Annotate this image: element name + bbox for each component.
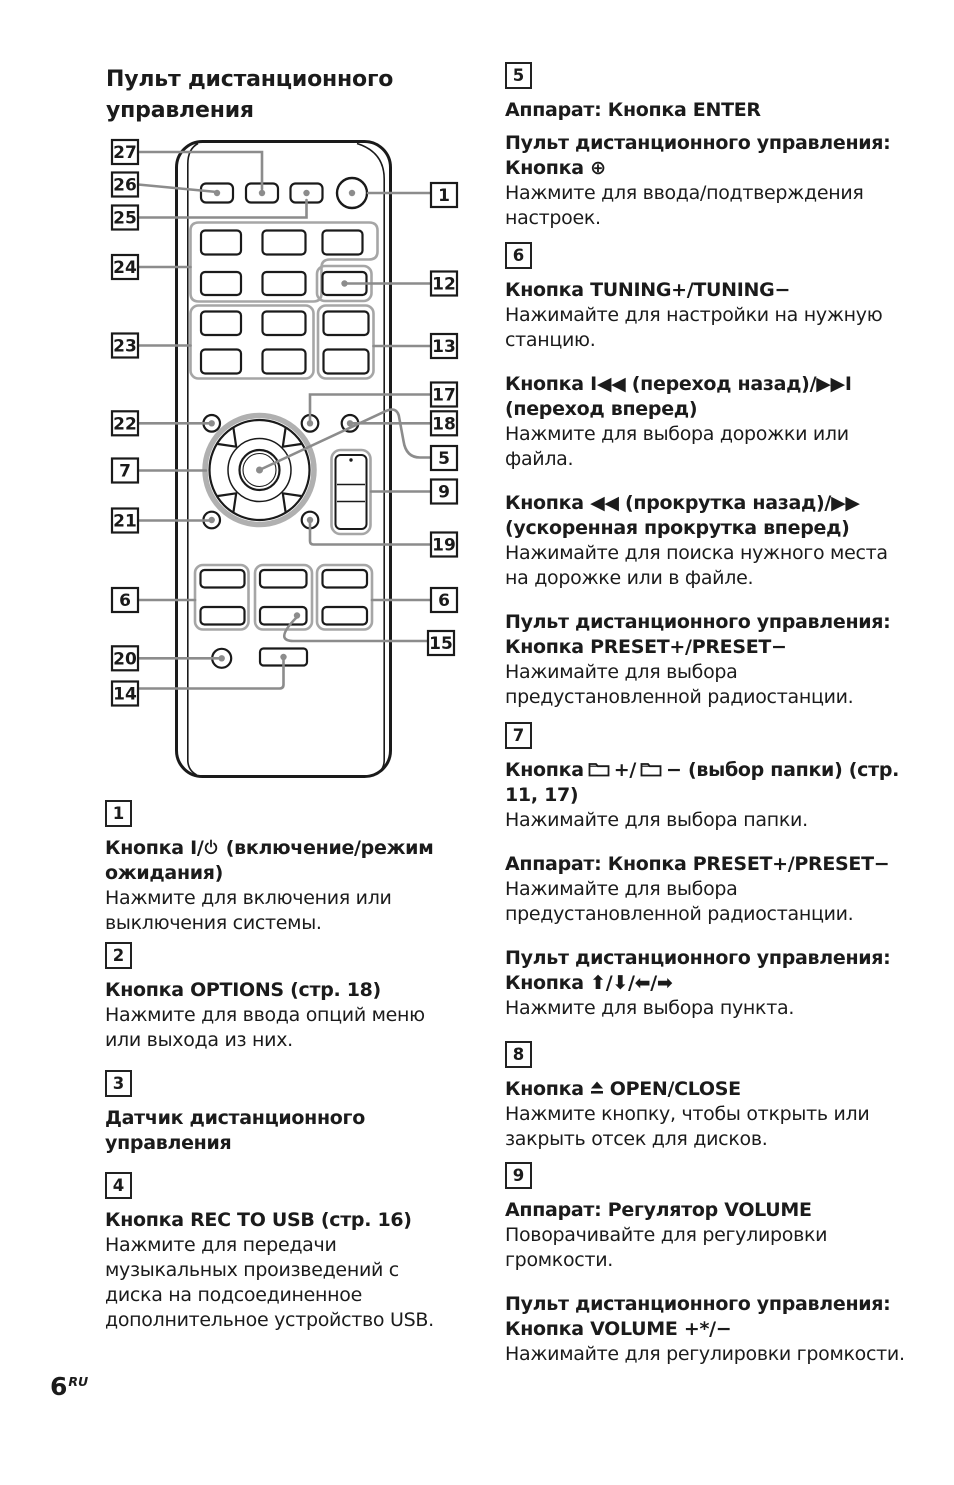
callout-13 bbox=[431, 334, 457, 358]
svg-text:5: 5 bbox=[438, 449, 450, 469]
item-7-number: 7 bbox=[505, 722, 532, 749]
item-6-body-skip: Нажмите для выбора дорожки или файла. bbox=[505, 423, 849, 470]
svg-text:15: 15 bbox=[429, 634, 453, 654]
item-6-heading-scan: Кнопка ◀◀ (прокрутка назад)/▶▶ (ускоренная прокрутка вперед) bbox=[505, 492, 860, 539]
svg-text:7: 7 bbox=[119, 461, 131, 482]
item-6-heading-tuning: Кнопка TUNING+/TUNING− bbox=[505, 279, 791, 301]
item-9-number: 9 bbox=[505, 1162, 532, 1189]
item-3 bbox=[105, 1070, 443, 1156]
callout-25 bbox=[112, 206, 138, 230]
page-number: 6 bbox=[50, 1372, 68, 1401]
item-5-number: 5 bbox=[505, 62, 532, 89]
item-2-body: Нажмите для ввода опций меню или выхода из них. bbox=[105, 1004, 425, 1051]
item-6-scan-block bbox=[505, 491, 907, 591]
callout-19 bbox=[431, 533, 457, 557]
item-7-heading-unit: Аппарат: Кнопка PRESET+/PRESET− bbox=[505, 853, 890, 875]
item-6 bbox=[505, 242, 907, 710]
item-8-body: Нажмите кнопку, чтобы открыть или закрыть отсек для дисков. bbox=[505, 1103, 870, 1150]
item-7 bbox=[505, 722, 907, 1021]
svg-text:21: 21 bbox=[113, 511, 137, 532]
item-8-heading: Кнопка OPEN/CLOSE bbox=[505, 1078, 741, 1100]
item-3-number: 3 bbox=[105, 1070, 132, 1097]
item-6-heading-skip: Кнопка I◀◀ (переход назад)/▶▶I (переход вперед) bbox=[505, 373, 852, 420]
eject-icon bbox=[589, 1080, 605, 1096]
svg-text:14: 14 bbox=[113, 684, 137, 705]
item-9-heading-unit: Аппарат: Регулятор VOLUME bbox=[505, 1199, 812, 1221]
item-7-unit-block bbox=[505, 852, 907, 927]
svg-text:27: 27 bbox=[113, 143, 137, 163]
callout-23 bbox=[112, 334, 138, 358]
item-8-number: 8 bbox=[505, 1041, 532, 1068]
callout-1 bbox=[431, 183, 457, 207]
page-title: Пульт дистанционного управления bbox=[106, 67, 394, 123]
item-6-body-scan: Нажимайте для поиска нужного места на дорожке или в файле. bbox=[505, 542, 888, 589]
item-5-remote-block bbox=[505, 131, 907, 231]
callout-26 bbox=[112, 173, 138, 197]
item-3-heading: Датчик дистанционного управления bbox=[105, 1107, 365, 1154]
svg-text:18: 18 bbox=[432, 414, 456, 435]
item-6-heading-preset: Пульт дистанционного управления: Кнопка PRESET+/PRESET− bbox=[505, 611, 891, 658]
remote-control-diagram bbox=[100, 130, 470, 790]
callout-12 bbox=[431, 272, 457, 296]
svg-text:22: 22 bbox=[113, 414, 137, 435]
page-footer bbox=[50, 1372, 88, 1401]
callout-27 bbox=[112, 140, 138, 164]
item-2-number: 2 bbox=[105, 942, 132, 969]
svg-text:23: 23 bbox=[113, 336, 137, 357]
svg-text:1: 1 bbox=[438, 186, 450, 206]
item-7-body-arrows: Нажмите для выбора пункта. bbox=[505, 997, 795, 1019]
item-7-arrows-block bbox=[505, 946, 907, 1021]
callout-6-right bbox=[431, 588, 457, 612]
item-4 bbox=[105, 1172, 443, 1333]
item-1-body: Нажмите для включения или выключения системы. bbox=[105, 887, 392, 934]
callout-21 bbox=[112, 509, 138, 533]
power-icon bbox=[203, 838, 219, 856]
item-8 bbox=[505, 1041, 907, 1152]
svg-text:26: 26 bbox=[113, 175, 137, 196]
callout-9 bbox=[431, 480, 457, 504]
item-7-body-unit: Нажимайте для выбора предустановленной радиостанции. bbox=[505, 878, 854, 925]
svg-text:20: 20 bbox=[113, 649, 137, 670]
callout-14 bbox=[112, 682, 138, 706]
item-7-body-folder: Нажимайте для выбора папки. bbox=[505, 809, 808, 831]
item-5-body: Нажмите для ввода/подтверждения настроек. bbox=[505, 182, 864, 229]
item-9-body-remote: Нажимайте для регулировки громкости. bbox=[505, 1343, 905, 1365]
svg-text:6: 6 bbox=[119, 591, 131, 611]
item-9-heading-remote: Пульт дистанционного управления: Кнопка VOLUME +*/− bbox=[505, 1293, 891, 1340]
callout-6-left bbox=[112, 588, 138, 612]
item-5-heading-unit: Аппарат: Кнопка ENTER bbox=[505, 99, 761, 121]
callout-7-left bbox=[112, 459, 138, 483]
svg-text:6: 6 bbox=[438, 591, 450, 611]
item-2-heading: Кнопка OPTIONS (стр. 18) bbox=[105, 979, 381, 1001]
item-7-heading-arrows: Пульт дистанционного управления: Кнопка ⬆/⬇/⬅/➡ bbox=[505, 947, 891, 994]
item-1 bbox=[105, 800, 443, 936]
item-6-skip-block bbox=[505, 372, 907, 472]
callout-22 bbox=[112, 411, 138, 435]
callout-18 bbox=[431, 411, 457, 435]
item-6-preset-block bbox=[505, 610, 907, 710]
item-1-number: 1 bbox=[105, 800, 132, 827]
item-4-heading: Кнопка REC TO USB (стр. 16) bbox=[105, 1209, 412, 1231]
svg-text:25: 25 bbox=[113, 208, 137, 229]
item-6-number: 6 bbox=[505, 242, 532, 269]
item-6-body-tuning: Нажимайте для настройки на нужную станцию. bbox=[505, 304, 883, 351]
svg-text:19: 19 bbox=[432, 535, 456, 556]
item-9-remote-block bbox=[505, 1292, 907, 1367]
folder-icon bbox=[640, 760, 662, 777]
page-language-superscript: RU bbox=[68, 1374, 89, 1389]
item-4-body: Нажмите для передачи музыкальных произведений с диска на подсоединенное дополнительное устройство USB. bbox=[105, 1234, 434, 1331]
callout-5 bbox=[431, 446, 457, 470]
svg-text:17: 17 bbox=[432, 385, 456, 406]
item-1-heading: Кнопка I/ (включение/режим ожидания) bbox=[105, 837, 434, 884]
folder-icon bbox=[588, 760, 610, 777]
item-6-body-preset: Нажимайте для выбора предустановленной радиостанции. bbox=[505, 661, 854, 708]
callout-20 bbox=[112, 646, 138, 670]
item-5 bbox=[505, 62, 907, 231]
svg-text:24: 24 bbox=[113, 258, 137, 278]
callout-24 bbox=[112, 255, 138, 279]
item-9 bbox=[505, 1162, 907, 1367]
item-2 bbox=[105, 942, 443, 1053]
callout-17 bbox=[431, 383, 457, 407]
volume-rocker bbox=[336, 455, 367, 529]
item-9-body-unit: Поворачивайте для регулировки громкости. bbox=[505, 1224, 828, 1271]
callout-15 bbox=[428, 631, 454, 655]
item-4-number: 4 bbox=[105, 1172, 132, 1199]
item-5-heading-remote: Пульт дистанционного управления: Кнопка ⊕ bbox=[505, 132, 891, 179]
svg-text:12: 12 bbox=[432, 274, 456, 295]
svg-text:13: 13 bbox=[432, 337, 456, 357]
item-7-heading-folder: Кнопка +/ − (выбор папки) (стр. 11, 17) bbox=[505, 759, 900, 806]
svg-text:9: 9 bbox=[438, 482, 450, 503]
